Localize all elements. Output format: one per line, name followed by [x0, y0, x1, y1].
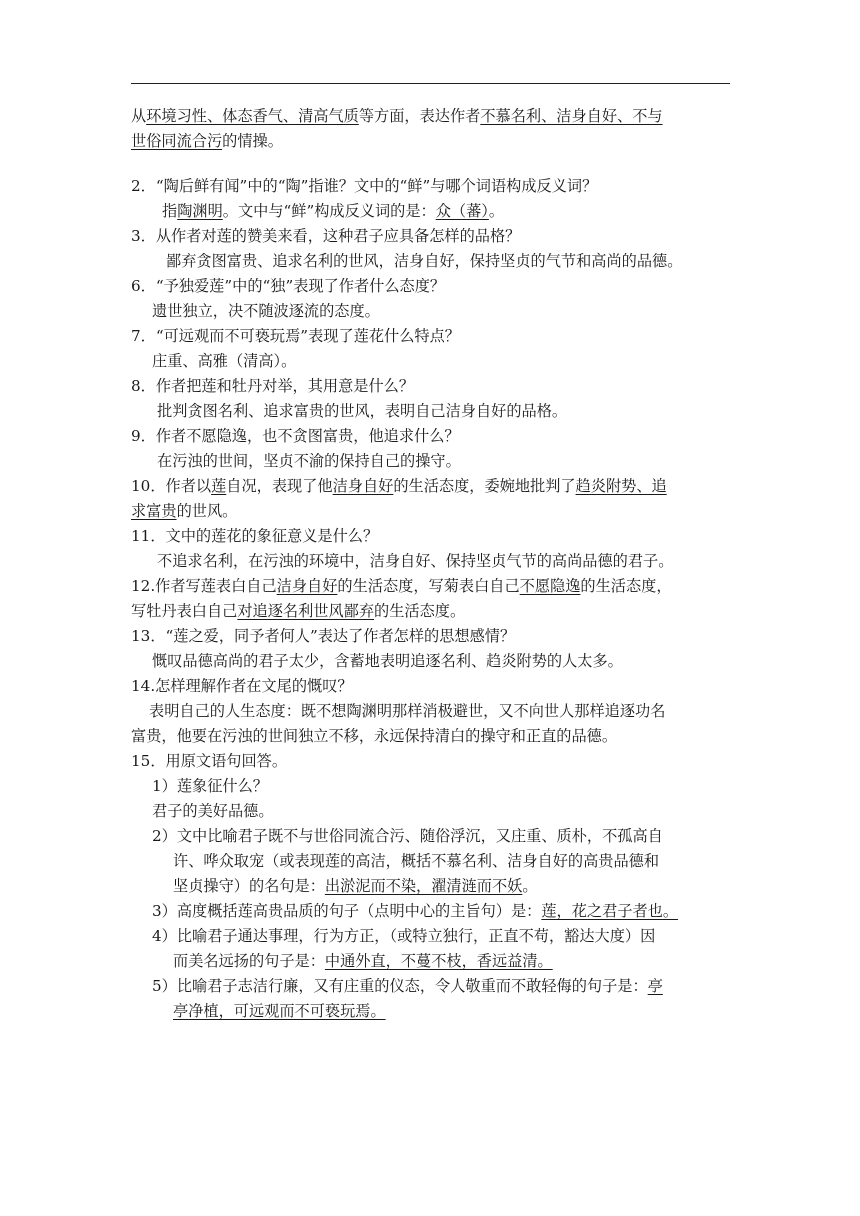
text: 10．作者以: [131, 477, 212, 495]
answer-10-line-1: [131, 474, 730, 499]
text: 的情操。: [222, 132, 283, 150]
text: 坚贞操守）的名句是：: [173, 877, 325, 895]
answer-14-line-1: 表明自己的人生态度：既不想陶渊明那样消极避世，又不向世人那样追逐功名: [149, 702, 666, 720]
sub-question-4-line-2: [131, 949, 730, 974]
spacer: [131, 154, 730, 174]
question-7: 7．“可远观而不可亵玩焉”表现了莲花什么特点？: [131, 327, 460, 345]
question-13: 13．“莲之爱，同予者何人”表达了作者怎样的思想感情？: [131, 627, 516, 645]
text: 12.作者写莲表白自己: [131, 577, 277, 595]
underlined-text: 趋炎附势、追: [575, 477, 667, 495]
underlined-text: 洁身自好: [276, 577, 338, 595]
underlined-text: 莲，花之君子者也。: [541, 902, 679, 920]
question-2: 2．“陶后鲜有闻”中的“陶”指谁？文中的“鲜”与哪个词语构成反义词？: [131, 177, 598, 195]
answer-6: 遗世独立，决不随波逐流的态度。: [152, 302, 380, 320]
answer-13: 慨叹品德高尚的君子太少，含蓄地表明追逐名利、趋炎附势的人太多。: [152, 652, 623, 670]
question-15: 15．用原文语句回答。: [131, 752, 288, 770]
sub-question-5-line-1: [131, 974, 730, 999]
underlined-text: 洁身自好: [332, 477, 394, 495]
underlined-text: 环境习性、体态香气、清高气质: [146, 107, 359, 125]
underlined-text: 出淤泥而不染，濯清涟而不妖: [324, 877, 523, 895]
text: 自况，表现了他: [226, 477, 333, 495]
text: 。: [488, 202, 505, 220]
text: 3）高度概括莲高贵品质的句子（点明中心的主旨句）是：: [152, 902, 542, 920]
question-8: 8．作者把莲和牡丹对举，其用意是什么？: [131, 377, 415, 395]
text: 的生活态度，委婉地批判了: [393, 477, 576, 495]
underlined-text: 莲: [211, 477, 227, 495]
underlined-text: 世俗同流合污: [131, 132, 223, 150]
answer-9: 在污浊的世间，坚贞不渝的保持自己的操守。: [157, 452, 461, 470]
text: 指: [162, 202, 178, 220]
answer-7: 庄重、高雅（清高）。: [152, 352, 297, 370]
underlined-text: 不慕名利、洁身自好、不与: [480, 107, 663, 125]
sub-question-1: 1）莲象征什么？: [152, 777, 268, 795]
text: 。: [522, 877, 538, 895]
underlined-text: 亭净植，可远观而不可亵玩焉。: [173, 1002, 386, 1020]
underlined-text: 众（蕃）: [435, 202, 489, 220]
question-9: 9．作者不愿隐逸，也不贪图富贵，他追求什么？: [131, 427, 460, 445]
answer-3: 鄙弃贪图富贵、追求名利的世风，洁身自好，保持坚贞的气节和高尚的品德。: [166, 252, 683, 270]
underlined-text: 陶渊明: [177, 202, 223, 220]
answer-8: 批判贪图名利、追求富贵的世风，表明自己洁身自好的品格。: [157, 402, 568, 420]
question-14: 14.怎样理解作者在文尾的慨叹？: [131, 677, 353, 695]
text: 的生活态度，写菊表白自己: [337, 577, 520, 595]
answer-14-line-2: 富贵，他要在污浊的世间独立不移，永远保持清白的操守和正直的品德。: [131, 727, 617, 745]
text: 5）比喻君子志洁行廉，又有庄重的仪态，令人敬重而不敢轻侮的句子是：: [152, 977, 648, 995]
sub-question-4-line-1: 4）比喻君子通达事理，行为方正，（或特立独行，正直不苟，豁达大度）因: [152, 927, 656, 945]
answer-2: [131, 199, 730, 224]
text: 写牡丹表白自己: [131, 602, 238, 620]
intro-line-2: [131, 129, 730, 154]
header-rule: [131, 83, 730, 84]
answer-12-line-1: [131, 574, 730, 599]
text: 等方面，表达作者: [358, 107, 481, 125]
underlined-text: 中通外直，不蔓不枝，香远益清。: [324, 952, 553, 970]
text: 的生活态度。: [374, 602, 466, 620]
sub-question-5-line-2: [131, 999, 730, 1024]
answer-11: 不追求名利，在污浊的环境中，洁身自好、保持坚贞气节的高尚品德的君子。: [157, 552, 674, 570]
underlined-text: 不愿隐逸: [519, 577, 581, 595]
sub-question-3: [131, 899, 730, 924]
sub-question-2-line-2: 许、哗众取宠（或表现莲的高洁，概括不慕名利、洁身自好的高贵品德和: [173, 852, 659, 870]
sub-question-2-line-3: [131, 874, 730, 899]
question-6: 6．“予独爱莲”中的“独”表现了作者什么态度？: [131, 277, 446, 295]
sub-answer-1: 君子的美好品德。: [152, 802, 274, 820]
intro-line-1: [131, 104, 730, 129]
question-3: 3．从作者对莲的赞美来看，这种君子应具备怎样的品格？: [131, 227, 521, 245]
text: 的世风。: [176, 502, 238, 520]
underlined-text: 求富贵: [131, 502, 177, 520]
answer-12-line-2: [131, 599, 730, 624]
document-body: [131, 104, 730, 1024]
underlined-text: 对追逐名利世风鄙弃: [237, 602, 374, 620]
text: 。文中与“鲜”构成反义词的是：: [222, 202, 436, 220]
sub-question-2-line-1: 2）文中比喻君子既不与世俗同流合污、随俗浮沉，又庄重、质朴，不孤高自: [152, 827, 663, 845]
text: 而美名远扬的句子是：: [173, 952, 325, 970]
question-11: 11．文中的莲花的象征意义是什么？: [131, 527, 379, 545]
underlined-text: 亭: [647, 977, 663, 995]
text: 从: [131, 107, 147, 125]
text: 的生活态度，: [580, 577, 672, 595]
answer-10-line-2: [131, 499, 730, 524]
